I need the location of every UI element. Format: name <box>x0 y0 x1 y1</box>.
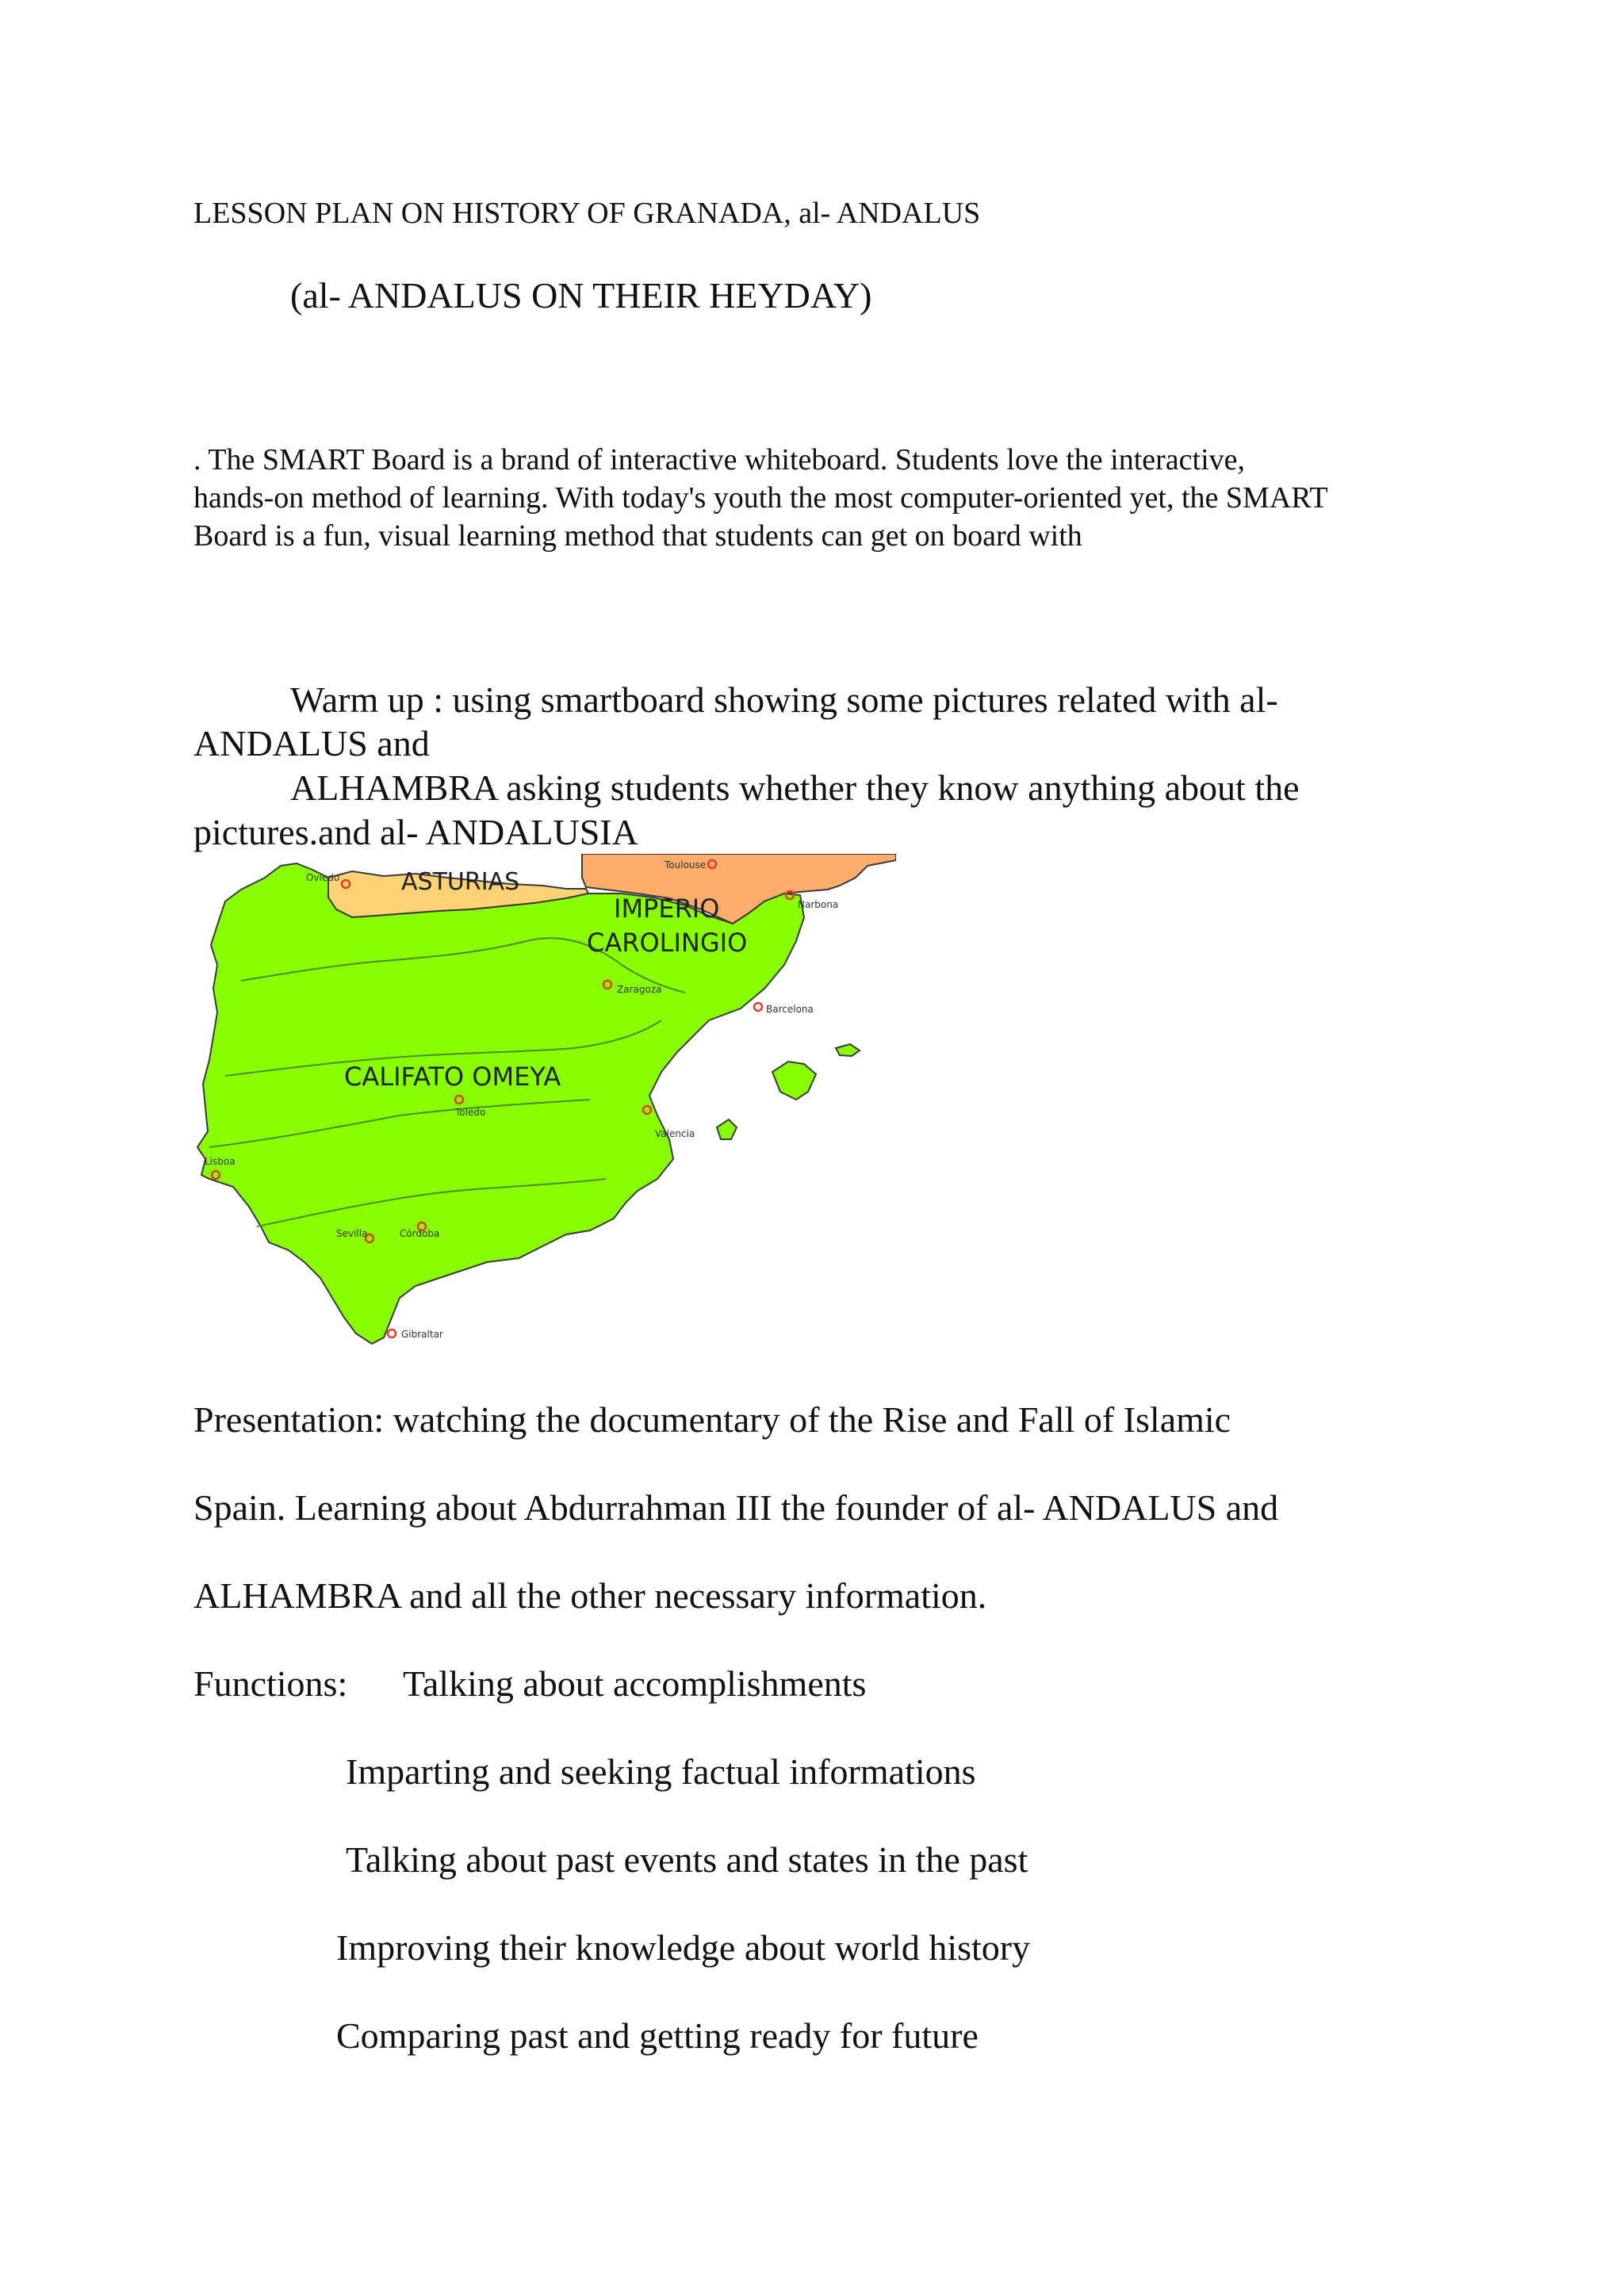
warmup-line: Warm up : using smartboard showing some pictures related with al- <box>290 679 1278 720</box>
map-label-califato: CALIFATO OMEYA <box>344 1062 561 1092</box>
city-label: Toulouse <box>665 859 707 871</box>
intro-line: hands-on method of learning. With today's youth the most computer-oriented yet, the SMART <box>193 481 1328 515</box>
warmup-line: ANDALUS and <box>193 723 430 763</box>
city-label: Valencia <box>655 1128 695 1139</box>
warmup-line: pictures.and al- ANDALUSIA <box>193 812 638 852</box>
ibiza-island <box>717 1119 737 1139</box>
map-label-carolingio: CAROLINGIO <box>587 928 748 958</box>
iberia-map <box>193 854 896 1351</box>
city-label: Zaragoza <box>617 984 662 995</box>
city-label: Gibraltar <box>401 1329 443 1340</box>
function-item: Talking about accomplishments <box>403 1663 867 1704</box>
city-label: Toledo <box>455 1107 486 1118</box>
intro-line: Board is a fun, visual learning method that students can get on board with <box>193 519 1082 553</box>
function-item: Comparing past and getting ready for future <box>336 2015 979 2056</box>
city-label: Lisboa <box>205 1156 236 1167</box>
presentation-line: ALHAMBRA and all the other necessary information. <box>193 1575 987 1616</box>
function-item: Talking about past events and states in the past <box>346 1839 1028 1880</box>
mallorca-island <box>772 1062 816 1100</box>
warmup-line: ALHAMBRA asking students whether they know anything about the <box>290 767 1300 808</box>
function-item: Improving their knowledge about world history <box>336 1927 1031 1968</box>
city-label: Barcelona <box>766 1004 814 1015</box>
presentation-line: Presentation: watching the documentary of the Rise and Fall of Islamic <box>193 1399 1231 1440</box>
intro-line: . The SMART Board is a brand of interactive whiteboard. Students love the interactive, <box>193 443 1245 476</box>
city-label: Córdoba <box>400 1228 440 1239</box>
city-label: Narbona <box>798 899 839 910</box>
function-item: Imparting and seeking factual informations <box>346 1751 976 1792</box>
presentation-line: Spain. Learning about Abdurrahman III the founder of al- ANDALUS and <box>193 1487 1279 1528</box>
map-label-asturias: ASTURIAS <box>401 868 520 896</box>
map-label-imperio: IMPERIO <box>614 894 720 924</box>
menorca-island <box>836 1044 860 1056</box>
city-label: Sevilla <box>336 1228 368 1239</box>
page-title: LESSON PLAN ON HISTORY OF GRANADA, al- ANDALUS <box>193 197 981 230</box>
functions-label: Functions: <box>193 1663 348 1704</box>
page-subtitle: (al- ANDALUS ON THEIR HEYDAY) <box>290 275 872 316</box>
intro-paragraph <box>193 441 1462 555</box>
city-label: Oviedo <box>306 872 340 883</box>
